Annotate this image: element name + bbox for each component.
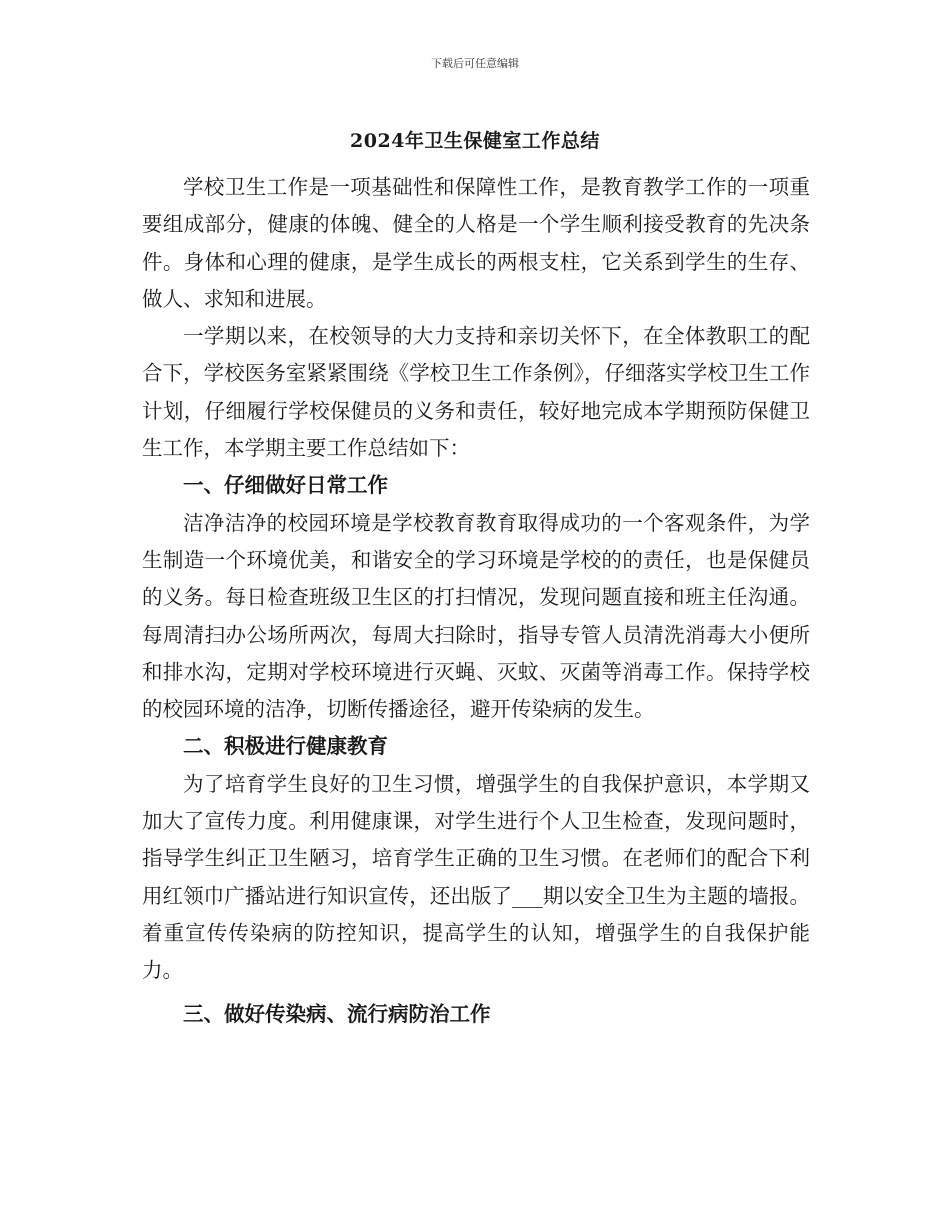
section-heading-2: 二、积极进行健康教育 bbox=[183, 734, 388, 759]
header-note: 下载后可任意编辑 bbox=[431, 57, 519, 70]
paragraph-intro: 学校卫生工作是一项基础性和保障性工作，是教育教学工作的一项重要组成部分，健康的体魄、健全的人格是一个学生顺利接受教育的先决条件。身体和心理的健康，是学生成长的两根支柱，它关系到学生的生存、做人、求知和进展。 bbox=[142, 175, 810, 311]
paragraph-overview: 一学期以来，在校领导的大力支持和亲切关怀下，在全体教职工的配合下，学校医务室紧紧围绕《学校卫生工作条例》，仔细落实学校卫生工作计划，仔细履行学校保健员的义务和责任，较好地完成本学期预防保健卫生工作，本学期主要工作总结如下： bbox=[142, 324, 810, 461]
paragraph-daily-work: 洁净洁净的校园环境是学校教育教育取得成功的一个客观条件，为学生制造一个环境优美，和谐安全的学习环境是学校的的责任，也是保健员的义务。每日检查班级卫生区的打扫情况，发现问题直接和班主任沟通。每周清扫办公场所两次，每周大扫除时，指导专管人员清洗消毒大小便所和排水沟，定期对学校环境进行灭蝇、灭蚊、灭菌等消毒工作。保持学校的校园环境的洁净，切断传播途径，避开传染病的发生。 bbox=[142, 510, 810, 722]
paragraph-health-education: 为了培育学生良好的卫生习惯，增强学生的自我保护意识，本学期又加大了宣传力度。利用健康课，对学生进行个人卫生检查，发现问题时，指导学生纠正卫生陋习，培育学生正确的卫生习惯。在老师们的配合下利用红领巾广播站进行知识宣传，还出版了___期以安全卫生为主题的墙报。着重宣传传染病的防控知识，提高学生的认知，增强学生的自我保护能力。 bbox=[142, 771, 810, 983]
document-title: 2024年卫生保健室工作总结 bbox=[350, 130, 600, 152]
section-heading-1: 一、仔细做好日常工作 bbox=[183, 473, 388, 498]
section-heading-3: 三、做好传染病、流行病防治工作 bbox=[183, 1001, 491, 1026]
document-body bbox=[142, 169, 810, 1033]
